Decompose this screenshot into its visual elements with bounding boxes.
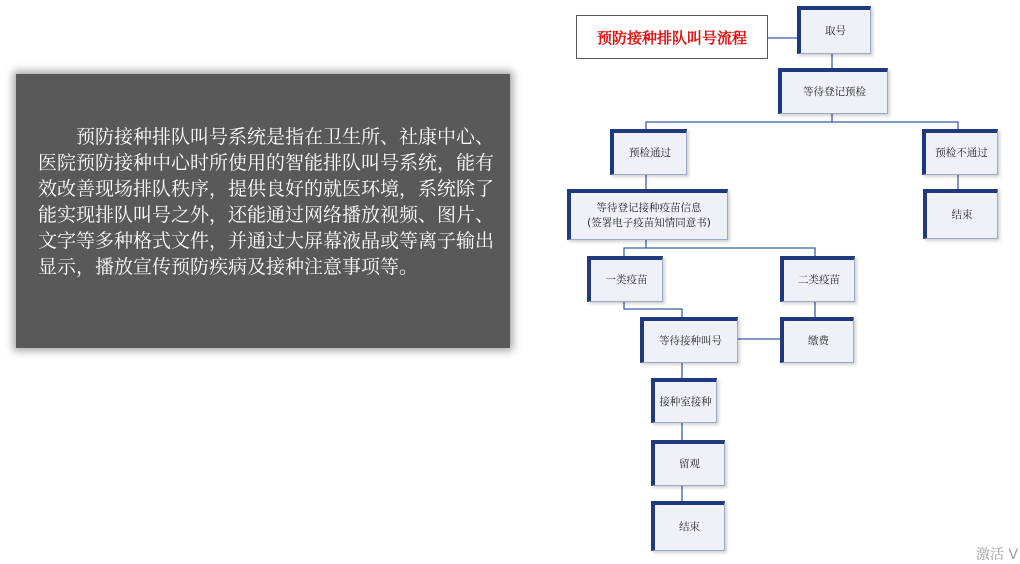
node-vaccinate-room [651,378,717,423]
node-vaccinate-room-label: 接种室接种 [659,395,712,408]
node-take-number [797,6,871,54]
node-register-vaccine-note: (签署电子疫苗知情同意书) [587,217,711,229]
node-end-fail [923,189,998,239]
node-class2-vaccine [780,256,855,302]
node-precheck-fail [922,129,998,175]
node-end-label: 结束 [679,521,700,533]
node-precheck-pass-label: 预检通过 [629,147,671,159]
description-text: 预防接种排队叫号系统是指在卫生所、社康中心、医院预防接种中心时所使用的智能排队叫号系统，能有效改善现场排队秩序，提供良好的就医环境，系统除了能实现排队叫号之外，还能通过网络播放视频、图片、文字等多种格式文件，并通过大屏幕液晶或等离子输出显示，播放宣传预防疾病及接种注意事项等。 [38,126,495,278]
node-pay [780,317,854,363]
node-wait-call-label: 等待接种叫号 [659,335,722,347]
node-class2-vaccine-label: 二类疫苗 [798,274,840,286]
connector-register-to-class1 [624,240,646,256]
node-wait-precheck [778,68,888,114]
node-observe-label: 留观 [679,458,700,470]
node-precheck-fail-label: 预检不通过 [935,147,988,159]
node-register-vaccine [567,189,728,240]
flow-title: 预防接种排队叫号流程 [576,15,768,59]
node-pay-label: 缴费 [808,335,829,347]
node-precheck-pass [610,129,687,175]
connector-wait-precheck-to-branches [646,114,832,130]
node-register-vaccine-label: 等待登记接种疫苗信息 [596,202,702,214]
node-observe [651,440,725,486]
node-take-number-label: 取号 [825,25,846,37]
activation-watermark: 激活 V [976,547,1019,563]
connector-register-to-class2 [646,248,815,256]
node-class1-vaccine-label: 一类疫苗 [605,274,648,286]
connector-class1-to-wait-call [624,302,682,317]
node-end [651,501,725,551]
node-class1-vaccine [587,256,663,302]
node-wait-call [640,317,738,363]
node-end-fail-label: 结束 [951,209,973,221]
node-wait-precheck-label: 等待登记预检 [803,86,866,98]
